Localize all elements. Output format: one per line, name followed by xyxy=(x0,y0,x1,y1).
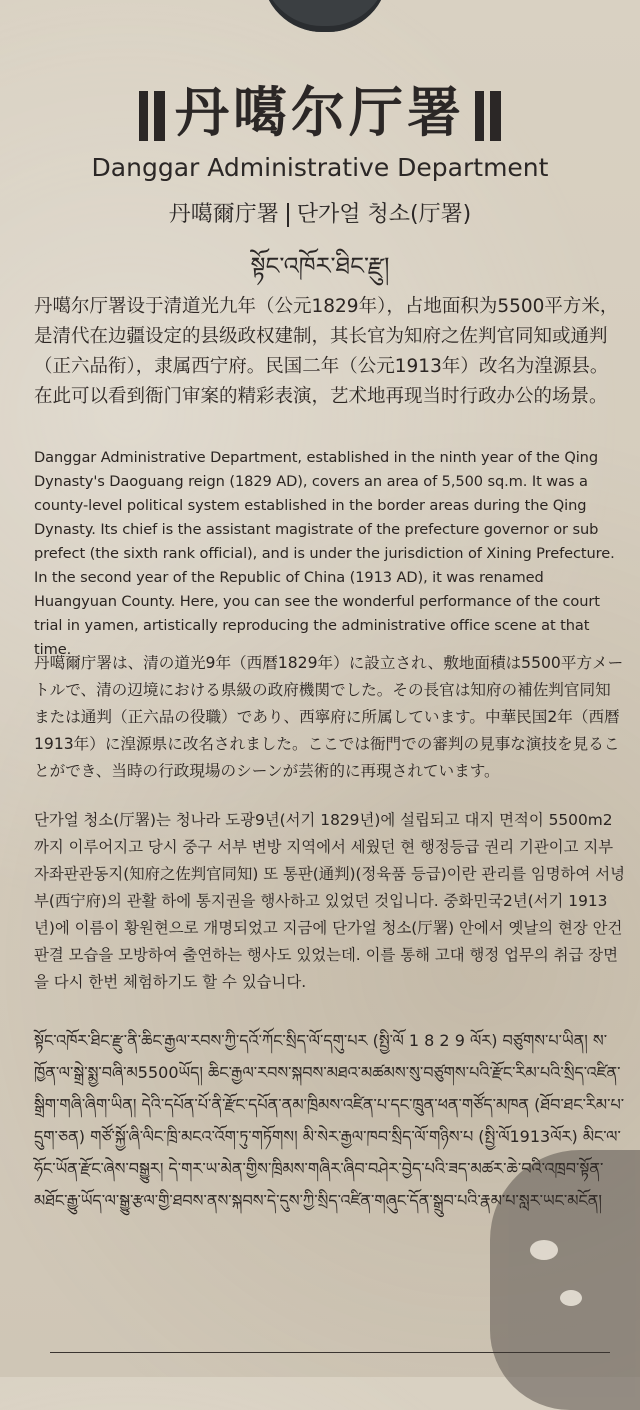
japanese-title: 丹噶爾庁署 xyxy=(168,202,279,227)
english-title: Danggar Administrative Department xyxy=(91,153,549,182)
japanese-paragraph: 丹噶爾庁署は、清の道光9年（西暦1829年）に設立され、敷地面積は5500平方メートルで、清の辺境における県級の政府機関でした。その長官は知府の補佐判官同知または通判（正六品の役職）であり、西寧府に所属しています。中華民国2年（西暦1913年）に湟源県に改名されました。ここでは衙門での審判の見事な演技を見ることができ、当時の行政現場のシーンが芸術的に再現されています。 xyxy=(34,654,624,780)
chinese-paragraph: 丹噶尔厅署设于清道光九年（公元1829年），占地面积为5500平方米，是清代在边疆设定的县级政权建制，其长官为知府之佐判官同知或通判（正六品衔），隶属西宁府。民国二年（公元1913年）改名为湟源县。在此可以看到衙门审案的精彩表演，艺术地再现当时行政办公的场景。 xyxy=(34,296,619,407)
title-separator xyxy=(287,203,289,227)
korean-title: 단가얼 청소(厅署) xyxy=(296,202,472,227)
tibetan-title: སྟོང་འཁོར་ཐིང་རྫུ། xyxy=(250,252,390,280)
korean-paragraph: 단가얼 청소(厅署)는 청나라 도광9년(서기 1829년)에 설립되고 대지 면적이 5500m2까지 이루어지고 당시 중구 서부 변방 지역에서 세웠던 현 행정등급 권리 기관이고 지부자좌판관동지(知府之佐判官同知) 또 통판(通判)(정육품 등급)이란 관리를 임명하여 서녕부(西宁府)의 관활 하에 통지권을 행사하고 있었던 것입니다. 중화민국2년(서기 1913년)에 이름이 황원현으로 개명되었고 지금에 단가얼 청소(厅署) 안에서 옛날의 현장 안건 판결 모습을 모방하여 출연하는 행사도 있었는데. 이를 통해 고대 행정 업무의 취급 장면을 다시 한번 체험하기도 할 수 있습니다. xyxy=(34,811,625,991)
title-bars-right-icon xyxy=(475,91,501,141)
vessel-highlight xyxy=(530,1240,558,1260)
mounting-knob xyxy=(262,0,388,32)
vessel-highlight xyxy=(560,1290,582,1306)
page-title xyxy=(0,70,640,147)
english-paragraph: Danggar Administrative Department, established in the ninth year of the Qing Dynasty's Daoguang reign (1829 AD), covers an area of 5,500 sq.m. It was a county-level political system established in the border areas during the Qing Dynasty. Its chief is the assistant magistrate of the prefecture governor or sub prefect (the sixth rank official), and is under the jurisdiction of Xining Prefecture. In the second year of the Republic of China (1913 AD), it was renamed Huangyuan County. Here, you can see the wonderful performance of the court trial in yamen, artistically reproducing the administrative office scene at that time. xyxy=(34,449,615,658)
title-bars-left-icon xyxy=(139,91,165,141)
tibetan-paragraph: སྟོང་འཁོར་ཐིང་རྫུ་ནི་ཆིང་རྒྱལ་རབས་ཀྱི་དའོ་ཀོང་སྲིད་ལོ་དགུ་པར (སྤྱི་ལོ 1 8 2 9 ལོར) བཙུགས་པ་ཡིན། ས་ཁྱོན་ལ་སྒྲེ་སྨྱ་བཞི་མ5500ཡོད། ཆིང་རྒྱལ་རབས་སྐབས་མཐའ་མཚམས་སུ་བཙུགས་པའི་རྫོང་རིམ་པའི་སྲིད་འཛིན་སྒྲིག་གཞི་ཞིག་ཡིན། དེའི་དཔོན་པོ་ནི་རྫོང་དཔོན་ནམ་ཁྲིམས་འཛིན་པ་དང་ཁྲུན་ཕན་གཙོད་མཁན (ཐོབ་ཐང་རིམ་པ་དྲུག་ཅན) གཙོ་སྐྱོ་ཞི་ལིང་ཁྲི་མངའ་འོག་ཏུ་གཏོགས། མི་སེར་རྒྱལ་ཁབ་སྲིད་ལོ་གཉིས་པ (སྤྱི་ལོ1913ལོར) མིང་ལ་ཧོང་ཡོན་རྫོང་ཞེས་བསྒྱུར། དེ་གར་ཡ་མེན་གྱིས་ཁྲིམས་གཞིར་ཞིབ་བཤེར་བྱེད་པའི་ཟད་མཚར་ཆེ་བའི་འཁྲབ་སྟོན་མཐོང་རྒྱུ་ཡོད་ལ་སྒྱུ་རྩལ་གྱི་ཐབས་ནས་སྐབས་དེ་དུས་ཀྱི་སྲིད་འཛིན་གཞུང་དོན་སྒྲུབ་པའི་རྣམ་པ་སླར་ཡང་མངོན། xyxy=(34,1031,625,1210)
title-text: 丹噶尔厅署 xyxy=(175,81,465,144)
bottom-divider xyxy=(50,1352,610,1353)
subtitle xyxy=(0,197,640,228)
